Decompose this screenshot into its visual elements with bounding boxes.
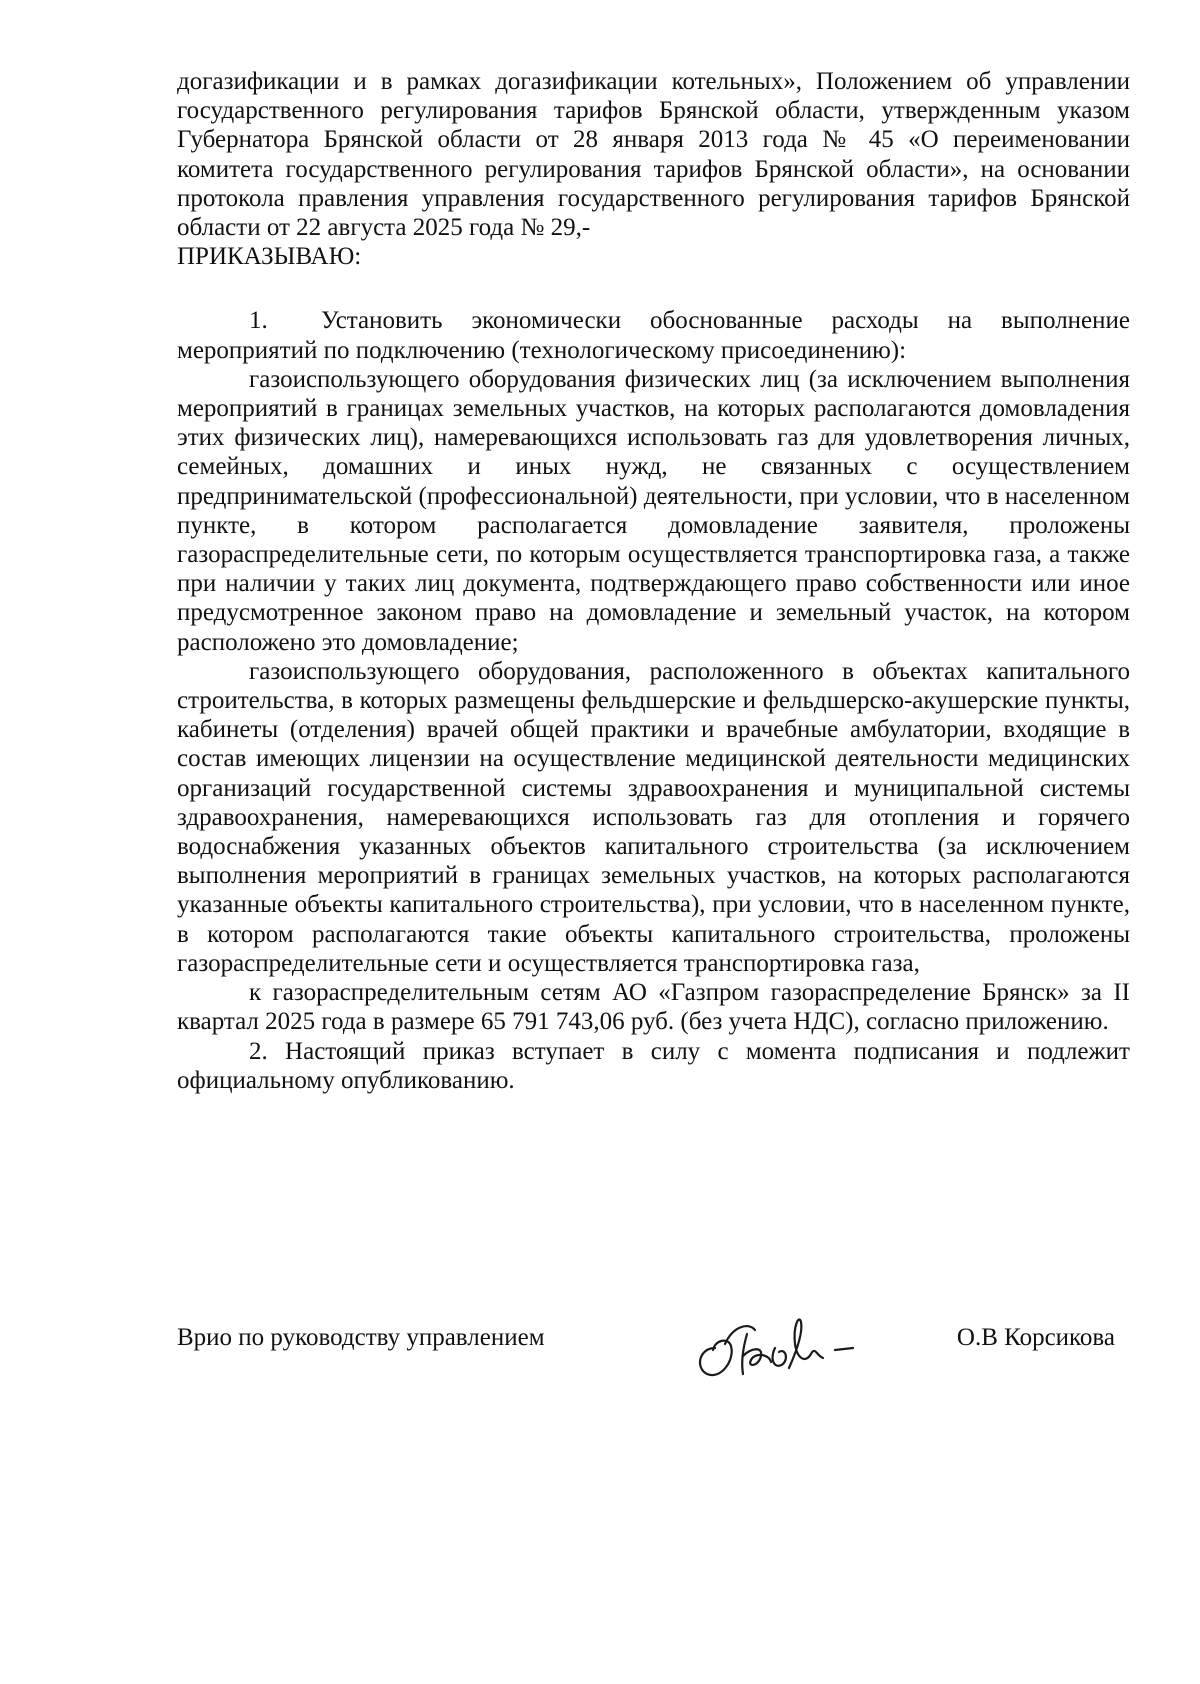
item-1-conclusion: к газораспределительным сетям АО «Газпром газораспределение Брянск» за II квартал 2025 года в размере 65 791 743,06 руб. (без учета НДС), согласно приложению. xyxy=(177,979,1130,1036)
item-2-paragraph: 2. Настоящий приказ вступает в силу с момента подписания и подлежит официальному опубликованию. xyxy=(177,1037,1130,1094)
signer-name: О.В Корсикова xyxy=(956,1324,1115,1351)
handwritten-signature-icon xyxy=(685,1304,885,1384)
document-body xyxy=(177,67,1130,1095)
order-word: ПРИКАЗЫВАЮ: xyxy=(177,243,362,271)
item-1-number: 1. xyxy=(249,307,268,335)
item-1-intro-text: Установить экономически обоснованные расходы на выполнение мероприятий по подключению (технологическому присоединению): xyxy=(177,307,1130,364)
item-1-subitem-medical: газоиспользующего оборудования, расположенного в объектах капитального строительства, в которых размещены фельдшерские и фельдшерско-акушерские пункты, кабинеты (отделения) врачей общей практики и врачебные амбулатории, входящие в состав имеющих лицензии на осуществление медицинской деятельности медицинских организаций государственной системы здравоохранения и муниципальной системы здравоохранения, намеревающихся использовать газ для отопления и горячего водоснабжения указанных объектов капитального строительства (за исключением выполнения мероприятий в границах земельных участков, на которых располагаются указанные объекты капитального строительства), при условии, что в населенном пункте, в котором располагаются такие объекты капитального строительства, проложены газораспределительные сети и осуществляется транспортировка газа, xyxy=(177,657,1130,977)
preamble-paragraph: догазификации и в рамках догазификации котельных», Положением об управлении государственного регулирования тарифов Брянской области, утвержденным указом Губернатора Брянской области от 28 января 2013 года № 45 «О переименовании комитета государственного регулирования тарифов Брянской области», на основании протокола правления управления государственного регулирования тарифов Брянской области от 22 августа 2025 года № 29,- xyxy=(177,68,1130,242)
item-1-subitem-individuals: газоиспользующего оборудования физических лиц (за исключением выполнения мероприятий в границах земельных участков, на которых располагаются домовладения этих физических лиц), намеревающихся использовать газ для удовлетворения личных, семейных, домашних и иных нужд, не связанных с осуществлением предпринимательской (профессиональной) деятельности, при условии, что в населенном пункте, в котором располагается домовладение заявителя, проложены газораспределительные сети, по которым осуществляется транспортировка газа, а также при наличии у таких лиц документа, подтверждающего право собственности или иное предусмотренное законом право на домовладение и земельный участок, на котором расположено это домовладение; xyxy=(177,365,1130,656)
signature-block xyxy=(177,1304,1130,1384)
signer-position: Врио по руководству управлением xyxy=(177,1324,545,1351)
item-1-intro xyxy=(177,306,1130,364)
